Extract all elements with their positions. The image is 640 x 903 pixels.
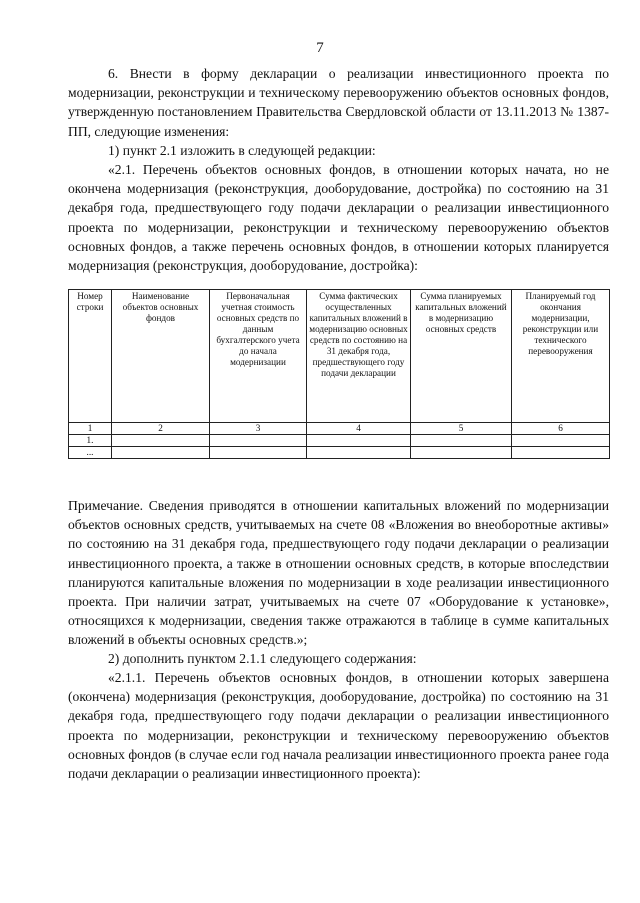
header-row-number: Номер строки bbox=[69, 290, 112, 423]
header-initial-cost: Первоначальная учетная стоимость основных средств по данным бухгалтерского учета до начала модернизации bbox=[210, 290, 307, 423]
table-header-row bbox=[69, 290, 610, 423]
table-cell bbox=[210, 435, 307, 447]
paragraph-subitem-2: 2) дополнить пунктом 2.1.1 следующего содержания: bbox=[108, 651, 417, 666]
table-cell bbox=[512, 447, 610, 459]
table-cell bbox=[112, 435, 210, 447]
paragraph-2-1: «2.1. Перечень объектов основных фондов, в отношении которых начата, но не окончена модернизация (реконструкция, дооборудование, достройка) по состоянию на 31 декабря года, предшествующего году подачи декларации о реализации инвестиционного проекта по модернизации, реконструкции и техническому перевооружению объектов основных фондов, а также перечень основных фондов, в отношении которых планируется модернизация (реконструкция, дооборудование, достройка): bbox=[68, 162, 609, 274]
declaration-table bbox=[68, 289, 610, 459]
table-cell: 1. bbox=[69, 435, 112, 447]
table-cell: 6 bbox=[512, 423, 610, 435]
table-cell bbox=[307, 447, 411, 459]
table-cell: 2 bbox=[112, 423, 210, 435]
header-planned-investment: Сумма планируемых капитальных вложений в модернизацию основных средств bbox=[411, 290, 512, 423]
table-cell: 5 bbox=[411, 423, 512, 435]
table-cell bbox=[210, 447, 307, 459]
table-cell: 1 bbox=[69, 423, 112, 435]
header-planned-year: Планируемый год окончания модернизации, реконструкции или технического перевооружения bbox=[512, 290, 610, 423]
table-cell bbox=[112, 447, 210, 459]
header-actual-investment: Сумма фактических осуществленных капитальных вложений в модернизацию основных средств по состоянию на 31 декабря года, предшествующего году подачи декларации bbox=[307, 290, 411, 423]
table-cell: 4 bbox=[307, 423, 411, 435]
table-cell: 3 bbox=[210, 423, 307, 435]
table-row bbox=[69, 435, 610, 447]
table-cell bbox=[411, 447, 512, 459]
table-cell: ... bbox=[69, 447, 112, 459]
paragraph-item-6: 6. Внести в форму декларации о реализации инвестиционного проекта по модернизации, реконструкции и техническому перевооружению объектов основных фондов, утвержденную постановлением Правительства Свердловской области от 13.11.2013 № 1387-ПП, следующие изменения: bbox=[68, 66, 609, 139]
table-cell bbox=[307, 435, 411, 447]
paragraph-subitem-1: 1) пункт 2.1 изложить в следующей редакции: bbox=[108, 143, 376, 158]
page-number: 7 bbox=[316, 40, 324, 56]
table-cell bbox=[411, 435, 512, 447]
note-paragraph: Примечание. Сведения приводятся в отношении капитальных вложений по модернизации объектов основных средств, учитываемых на счете 08 «Вложения во внеоборотные активы» по состоянию на 31 декабря года, предшествующего году подачи декларации о реализации инвестиционного проекта, а также в отношении основных средств, в которые впоследствии планируются капитальные вложения по модернизации в ходе реализации инвестиционного проекта. При наличии затрат, учитываемых на счете 07 «Оборудование к установке», относящихся к модернизации, сведения также отражаются в таблице в сумме капитальных вложений в объекты основных средств.»; bbox=[68, 498, 609, 648]
table-numbering-row bbox=[69, 423, 610, 435]
table-row bbox=[69, 447, 610, 459]
header-object-name: Наименование объектов основных фондов bbox=[112, 290, 210, 423]
paragraph-2-1-1: «2.1.1. Перечень объектов основных фондов, в отношении которых завершена (окончена) модернизация (реконструкция, дооборудование, достройка) по состоянию на 31 декабря года, предшествующего году подачи декларации о реализации инвестиционного проекта по модернизации, реконструкции и техническому перевооружению объектов основных фондов (в случае если год начала реализации инвестиционного проекта ранее года подачи декларации о реализации инвестиционного проекта): bbox=[68, 670, 609, 782]
table-cell bbox=[512, 435, 610, 447]
